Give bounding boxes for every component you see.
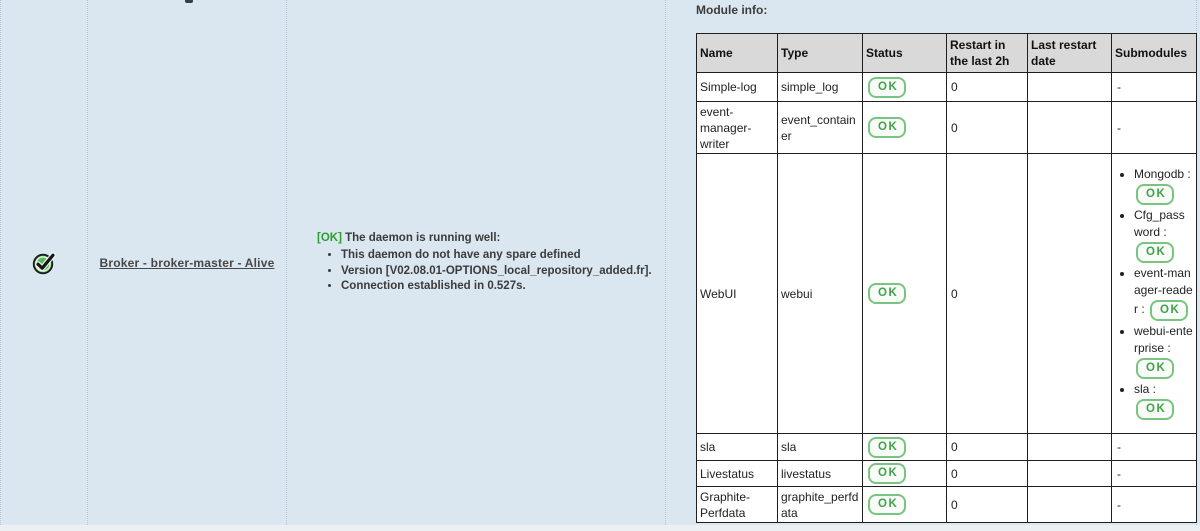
ok-status-badge: OK [1136,399,1174,420]
module-status-cell [863,434,947,461]
ok-status-badge: OK [1136,242,1174,263]
submodule-item: • event-manager-reader : OK [1134,265,1193,322]
module-row-graphite-perfdata [697,487,1197,523]
module-last-restart-cell [1028,461,1112,487]
daemon-status-icon-cell [1,0,88,525]
ok-status-badge: OK [868,283,906,304]
module-type-cell: event_container [778,102,863,154]
ok-status-badge: OK [1136,184,1174,205]
column-header-last-restart-date: Last restart date [1028,34,1112,73]
module-status-cell [863,73,947,102]
ok-status-badge: OK [1150,300,1188,321]
module-last-restart-cell [1028,487,1112,523]
submodule-item: • webui-enterprise : OK [1134,323,1193,380]
module-status-cell [863,461,947,487]
column-header-submodules: Submodules [1112,34,1197,73]
module-submodules-cell: - [1112,102,1197,154]
module-name-cell: Simple-log [697,73,778,102]
column-header-restart-in-the-last-2h: Restart in the last 2h [947,34,1028,73]
module-name-cell: sla [697,434,778,461]
ok-status-badge: OK [868,463,906,484]
daemon-status-block [287,231,652,295]
module-type-cell: graphite_perfdata [778,487,863,523]
module-row-simple-log [697,73,1197,102]
module-row-livestatus [697,461,1197,487]
module-submodules-cell: - [1112,434,1197,461]
module-status-cell [863,102,947,154]
module-table-header-row [697,34,1197,73]
status-ok-prefix: [OK] [317,231,342,244]
daemon-status-bullets [317,248,652,295]
submodule-item: • Mongodb : OK [1134,166,1193,206]
module-last-restart-cell [1028,73,1112,102]
module-row-event-manager-writer [697,102,1197,154]
ok-status-badge: OK [868,437,906,458]
status-bullet: • Connection established in 0.527s. [341,279,652,295]
module-submodules-cell: - [1112,73,1197,102]
module-restart-count-cell: 0 [947,73,1028,102]
module-info-cell [666,0,1197,525]
status-headline-text: The daemon is running well: [345,231,501,244]
daemon-link[interactable]: Broker - broker-master - Alive [99,255,275,270]
module-restart-count-cell: 0 [947,102,1028,154]
module-row-sla [697,434,1197,461]
module-status-cell [863,154,947,434]
module-submodules-cell: - [1112,461,1197,487]
module-name-cell: Graphite-Perfdata [697,487,778,523]
column-header-status: Status [863,34,947,73]
column-header-name: Name [697,34,778,73]
next-row-edge [0,525,1200,531]
daemon-status-headline [317,231,652,247]
ok-status-badge: OK [868,77,906,98]
module-info-title: Module info: [696,3,768,17]
module-name-cell: Livestatus [697,461,778,487]
module-last-restart-cell [1028,434,1112,461]
submodule-item: • sla : OK [1134,381,1193,421]
module-name-cell: event-manager-writer [697,102,778,154]
ok-status-badge: OK [868,494,906,515]
check-circle-icon [32,251,56,275]
submodule-item: • Cfg_password : OK [1134,207,1193,264]
daemon-status-text-cell [287,0,666,525]
daemon-link-cell [88,0,287,525]
status-bullet: • Version [V02.08.01-OPTIONS_local_repository_added.fr]. [341,264,652,280]
module-type-cell: webui [778,154,863,434]
module-row-webui [697,154,1197,434]
module-name-cell: WebUI [697,154,778,434]
module-restart-count-cell: 0 [947,434,1028,461]
module-restart-count-cell: 0 [947,154,1028,434]
module-last-restart-cell [1028,102,1112,154]
module-type-cell: sla [778,434,863,461]
submodule-list [1117,166,1193,421]
module-type-cell: simple_log [778,73,863,102]
ok-status-badge: OK [868,117,906,138]
module-restart-count-cell: 0 [947,487,1028,523]
ok-status-badge: OK [1136,358,1174,379]
module-submodules-cell: - [1112,487,1197,523]
module-status-cell [863,487,947,523]
status-bullet: • This daemon do not have any spare defined [341,248,652,264]
module-type-cell: livestatus [778,461,863,487]
module-last-restart-cell [1028,154,1112,434]
module-submodules-cell [1112,154,1197,434]
clipped-content-above [185,0,193,3]
module-restart-count-cell: 0 [947,461,1028,487]
column-header-type: Type [778,34,863,73]
module-table [696,33,1197,523]
